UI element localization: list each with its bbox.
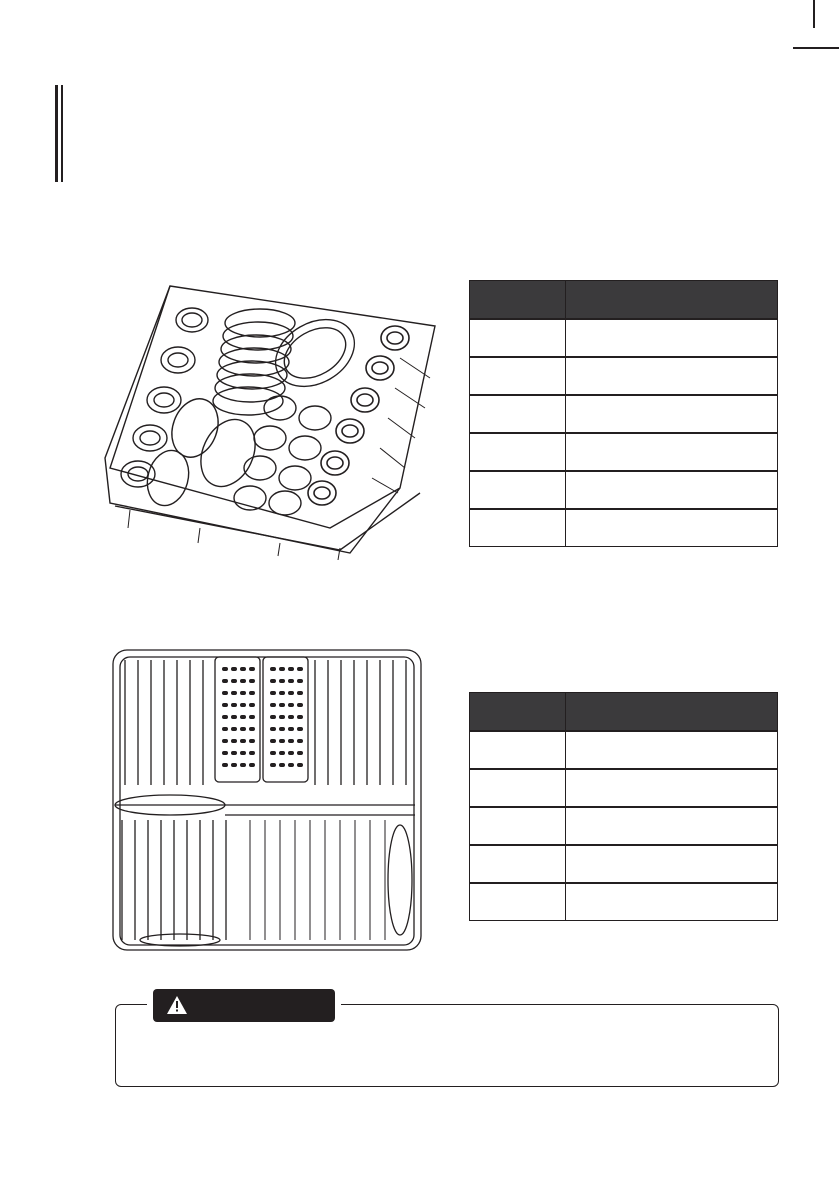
warning-triangle-icon <box>166 995 188 1020</box>
table-cell <box>566 769 778 807</box>
table-row <box>470 807 778 845</box>
crop-mark-horizontal <box>793 47 839 49</box>
table-cell <box>566 357 778 395</box>
table-cell <box>470 319 566 357</box>
lower-basket-table <box>469 692 778 921</box>
table-cell <box>566 395 778 433</box>
table-cell <box>470 471 566 509</box>
table-cell <box>566 807 778 845</box>
section-marker-inner <box>61 85 63 182</box>
table-row <box>470 509 778 547</box>
table-row <box>470 471 778 509</box>
table-cell <box>470 883 566 921</box>
table-cell <box>470 509 566 547</box>
table-row <box>470 769 778 807</box>
table-row <box>470 357 778 395</box>
table-row <box>470 731 778 769</box>
table-row <box>470 883 778 921</box>
warning-label <box>153 989 335 1022</box>
table-cell <box>470 357 566 395</box>
upper-basket-illustration <box>100 278 440 560</box>
table-row <box>470 433 778 471</box>
table-cell <box>470 395 566 433</box>
table-cell <box>566 433 778 471</box>
table-header-cell <box>566 281 778 320</box>
table-cell <box>566 845 778 883</box>
table-cell <box>566 319 778 357</box>
table-header-cell <box>470 693 566 732</box>
table-header-cell <box>566 693 778 732</box>
table-cell <box>566 731 778 769</box>
table-row <box>470 319 778 357</box>
section-marker <box>55 85 58 182</box>
table-cell <box>566 509 778 547</box>
table-row <box>470 395 778 433</box>
table-cell <box>566 883 778 921</box>
table-cell <box>470 731 566 769</box>
crop-mark-vertical <box>813 0 815 28</box>
lower-basket-illustration <box>110 645 425 960</box>
table-row <box>470 845 778 883</box>
table-cell <box>470 433 566 471</box>
table-header-cell <box>470 281 566 320</box>
table-cell <box>470 845 566 883</box>
table-cell <box>470 769 566 807</box>
table-cell <box>470 807 566 845</box>
upper-basket-table <box>469 280 778 547</box>
table-cell <box>566 471 778 509</box>
